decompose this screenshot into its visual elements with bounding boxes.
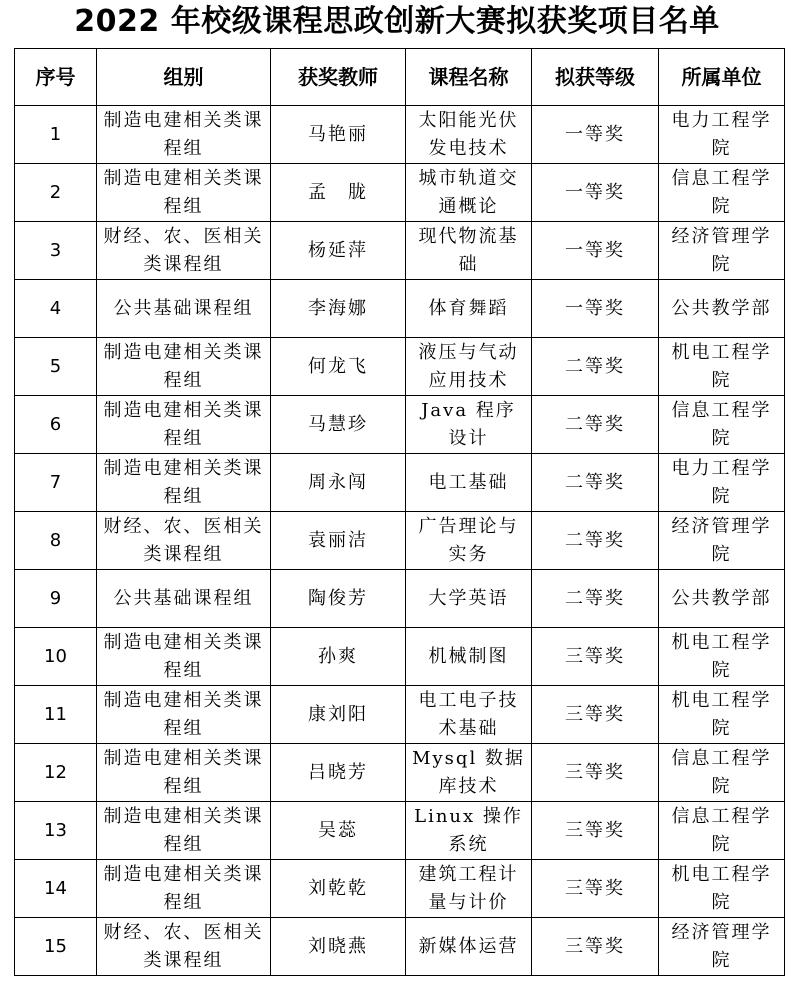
cell-teacher: 吴蕊: [271, 802, 406, 860]
column-header-group: 组别: [97, 49, 271, 106]
cell-level: 二等奖: [532, 338, 659, 396]
cell-unit: 经济管理学院: [659, 918, 785, 976]
cell-group: 制造电建相关类课程组: [97, 454, 271, 512]
cell-group: 制造电建相关类课程组: [97, 802, 271, 860]
cell-level: 三等奖: [532, 686, 659, 744]
cell-teacher: 袁丽洁: [271, 512, 406, 570]
cell-course: 太阳能光伏发电技术: [406, 106, 532, 164]
cell-course: 现代物流基础: [406, 222, 532, 280]
cell-level: 三等奖: [532, 918, 659, 976]
cell-unit: 机电工程学院: [659, 686, 785, 744]
table-row: [15, 918, 785, 976]
cell-teacher: 李海娜: [271, 280, 406, 338]
cell-index: 11: [15, 686, 97, 744]
cell-index: 8: [15, 512, 97, 570]
column-header-course: 课程名称: [406, 49, 532, 106]
cell-level: 二等奖: [532, 396, 659, 454]
cell-course: 新媒体运营: [406, 918, 532, 976]
cell-teacher: 吕晓芳: [271, 744, 406, 802]
cell-group: 制造电建相关类课程组: [97, 106, 271, 164]
table-row: [15, 570, 785, 628]
cell-course: Java 程序设计: [406, 396, 532, 454]
cell-teacher: 刘晓燕: [271, 918, 406, 976]
cell-group: 制造电建相关类课程组: [97, 860, 271, 918]
column-header-teacher: 获奖教师: [271, 49, 406, 106]
cell-group: 财经、农、医相关类课程组: [97, 512, 271, 570]
cell-unit: 机电工程学院: [659, 338, 785, 396]
cell-unit: 电力工程学院: [659, 454, 785, 512]
table-row: [15, 802, 785, 860]
cell-level: 二等奖: [532, 454, 659, 512]
table-row: [15, 512, 785, 570]
cell-teacher: 康刘阳: [271, 686, 406, 744]
table-row: [15, 860, 785, 918]
cell-unit: 信息工程学院: [659, 164, 785, 222]
cell-teacher: 马慧珍: [271, 396, 406, 454]
cell-unit: 电力工程学院: [659, 106, 785, 164]
cell-level: 一等奖: [532, 222, 659, 280]
cell-index: 10: [15, 628, 97, 686]
cell-index: 14: [15, 860, 97, 918]
column-header-unit: 所属单位: [659, 49, 785, 106]
cell-unit: 信息工程学院: [659, 802, 785, 860]
cell-index: 2: [15, 164, 97, 222]
cell-level: 三等奖: [532, 744, 659, 802]
table-row: [15, 338, 785, 396]
cell-teacher: 周永闯: [271, 454, 406, 512]
cell-teacher: 杨延萍: [271, 222, 406, 280]
cell-level: 三等奖: [532, 860, 659, 918]
cell-course: 液压与气动应用技术: [406, 338, 532, 396]
table-header-row: [15, 49, 785, 106]
cell-teacher: 刘乾乾: [271, 860, 406, 918]
cell-index: 12: [15, 744, 97, 802]
cell-course: 电工电子技术基础: [406, 686, 532, 744]
column-header-level: 拟获等级: [532, 49, 659, 106]
table-body: [15, 106, 785, 976]
cell-group: 财经、农、医相关类课程组: [97, 918, 271, 976]
table-row: [15, 396, 785, 454]
cell-level: 三等奖: [532, 802, 659, 860]
cell-teacher: 马艳丽: [271, 106, 406, 164]
cell-unit: 公共教学部: [659, 280, 785, 338]
cell-unit: 信息工程学院: [659, 396, 785, 454]
cell-index: 1: [15, 106, 97, 164]
cell-index: 15: [15, 918, 97, 976]
table-row: [15, 628, 785, 686]
table-row: [15, 686, 785, 744]
table-row: [15, 280, 785, 338]
cell-unit: 经济管理学院: [659, 512, 785, 570]
cell-index: 4: [15, 280, 97, 338]
cell-index: 3: [15, 222, 97, 280]
cell-index: 7: [15, 454, 97, 512]
page-title: 2022 年校级课程思政创新大赛拟获奖项目名单: [74, 4, 720, 39]
cell-course: 机械制图: [406, 628, 532, 686]
cell-course: 城市轨道交通概论: [406, 164, 532, 222]
cell-level: 一等奖: [532, 164, 659, 222]
cell-index: 13: [15, 802, 97, 860]
cell-course: 电工基础: [406, 454, 532, 512]
cell-level: 二等奖: [532, 570, 659, 628]
cell-course: Mysql 数据库技术: [406, 744, 532, 802]
table-row: [15, 106, 785, 164]
cell-level: 三等奖: [532, 628, 659, 686]
cell-course: 体育舞蹈: [406, 280, 532, 338]
cell-course: 大学英语: [406, 570, 532, 628]
table-row: [15, 222, 785, 280]
cell-course: Linux 操作系统: [406, 802, 532, 860]
cell-group: 公共基础课程组: [97, 570, 271, 628]
table-row: [15, 744, 785, 802]
cell-group: 制造电建相关类课程组: [97, 686, 271, 744]
cell-level: 一等奖: [532, 280, 659, 338]
cell-group: 制造电建相关类课程组: [97, 338, 271, 396]
table-row: [15, 454, 785, 512]
cell-unit: 经济管理学院: [659, 222, 785, 280]
cell-unit: 信息工程学院: [659, 744, 785, 802]
cell-group: 制造电建相关类课程组: [97, 744, 271, 802]
cell-group: 公共基础课程组: [97, 280, 271, 338]
cell-index: 6: [15, 396, 97, 454]
cell-index: 9: [15, 570, 97, 628]
cell-teacher: 陶俊芳: [271, 570, 406, 628]
cell-group: 制造电建相关类课程组: [97, 628, 271, 686]
cell-unit: 机电工程学院: [659, 860, 785, 918]
cell-level: 二等奖: [532, 512, 659, 570]
award-list-table: [14, 48, 785, 976]
cell-teacher: 孟 胧: [271, 164, 406, 222]
cell-course: 广告理论与实务: [406, 512, 532, 570]
cell-index: 5: [15, 338, 97, 396]
cell-group: 制造电建相关类课程组: [97, 164, 271, 222]
cell-group: 制造电建相关类课程组: [97, 396, 271, 454]
table-row: [15, 164, 785, 222]
column-header-index: 序号: [15, 49, 97, 106]
cell-unit: 公共教学部: [659, 570, 785, 628]
cell-teacher: 何龙飞: [271, 338, 406, 396]
cell-course: 建筑工程计量与计价: [406, 860, 532, 918]
cell-group: 财经、农、医相关类课程组: [97, 222, 271, 280]
cell-teacher: 孙爽: [271, 628, 406, 686]
cell-level: 一等奖: [532, 106, 659, 164]
cell-unit: 机电工程学院: [659, 628, 785, 686]
